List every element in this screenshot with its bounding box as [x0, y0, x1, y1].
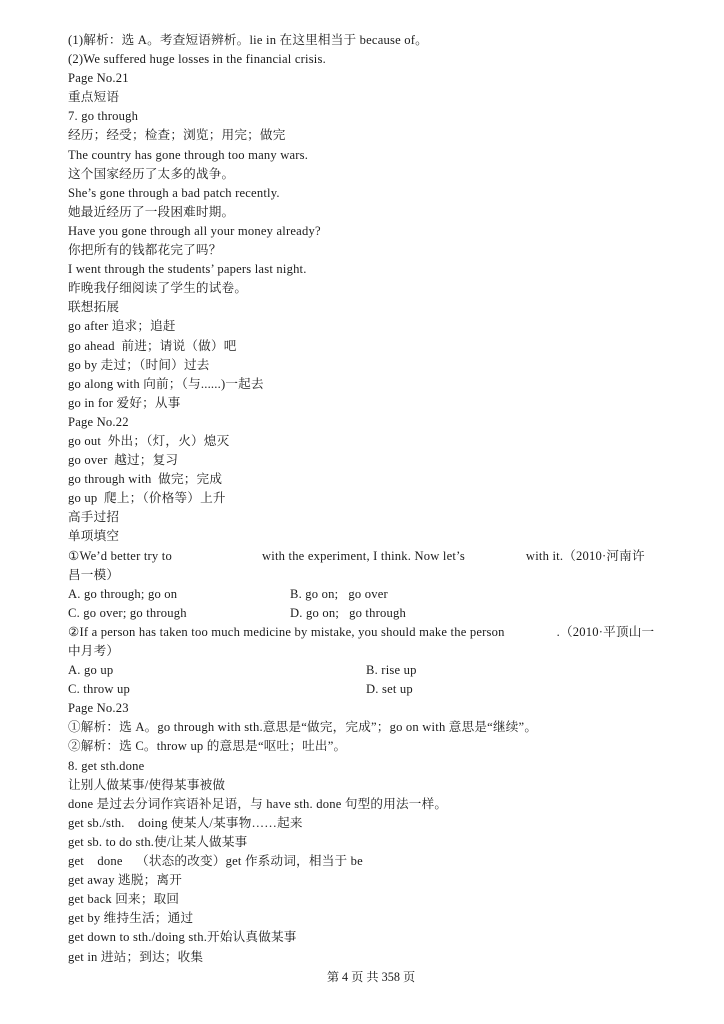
document-line: go out 外出；（灯，火）熄灭	[68, 433, 230, 448]
question-2-line	[68, 623, 674, 642]
options-row	[68, 680, 674, 699]
options-row	[68, 604, 674, 623]
document-line: (1)解析：选 A。考查短语辨析。lie in 在这里相当于 because of。	[68, 33, 428, 47]
page-marker: Page No.22	[68, 414, 129, 429]
document-line: get by 维持生活；通过	[68, 911, 194, 926]
document-line: done 是过去分词作宾语补足语，与 have sth. done 句型的用法一样。	[68, 796, 448, 811]
option-item: D. go on; go through	[290, 605, 406, 620]
document-line: get sb./sth. doing 使某人/某事物……起来	[68, 815, 303, 830]
document-line: ②解析：选 C。throw up 的意思是“呕吐；吐出”。	[68, 739, 347, 754]
document-line: go through with 做完；完成	[68, 472, 223, 487]
option-item: A. go through; go on	[68, 586, 178, 601]
document-line: 让别人做某事/使得某事被做	[68, 777, 226, 792]
document-line: 你把所有的钱都花完了吗？	[68, 243, 222, 258]
document-line: 经历；经受；检查；浏览；用完；做完	[68, 128, 286, 143]
option-item: C. throw up	[68, 682, 131, 697]
document-line: go ahead 前进；请说（做）吧	[68, 338, 237, 353]
document-line: go along with 向前；（与......)一起去	[68, 376, 264, 391]
question-text: with the experiment, I think. Now let’s	[261, 548, 465, 563]
document-line: get back 回来；取回	[68, 892, 180, 907]
document-line: get done （状态的改变）get 作系动词，相当于 be	[68, 854, 363, 869]
document-line: I went through the students’ papers last night.	[68, 262, 307, 277]
document-line: get in 进站；到达；收集	[68, 949, 204, 964]
question-1-line	[68, 547, 674, 566]
option-item: D. set up	[366, 682, 413, 697]
section-heading: 单项填空	[68, 529, 120, 544]
document-line: The country has gone through too many wars.	[68, 147, 309, 162]
option-item: B. rise up	[366, 663, 417, 678]
document-line: go in for 爱好；从事	[68, 395, 181, 410]
document-line: 昨晚我仔细阅读了学生的试卷。	[68, 281, 248, 296]
answer-blank	[505, 635, 557, 636]
page-number-footer: 第 4 页 共 358 页	[326, 970, 416, 984]
document-line: get sb. to do sth.使/让某人做某事	[68, 834, 248, 849]
option-item: A. go up	[68, 663, 114, 678]
document-line: go after 追求；追赶	[68, 319, 176, 334]
document-line: (2)We suffered huge losses in the financial crisis.	[68, 52, 326, 67]
options-row	[68, 661, 674, 680]
answer-blank	[465, 559, 526, 560]
question-text: ②If a person has taken too much medicine by mistake, you should make the person	[68, 624, 505, 639]
question-text: .（2010·平顶山一	[556, 624, 655, 639]
document-line: get away 逃脱；离开	[68, 873, 183, 888]
question-2-continuation: 中月考）	[68, 644, 120, 658]
options-row	[68, 585, 674, 604]
question-text: with it.（2010·河南许	[525, 548, 645, 563]
option-item: B. go on; go over	[290, 586, 388, 601]
document-line: go up 爬上；（价格等）上升	[68, 491, 226, 506]
page-marker: Page No.23	[68, 701, 129, 716]
document-line: She’s gone through a bad patch recently.	[68, 185, 280, 200]
document-line: 这个国家经历了太多的战争。	[68, 166, 235, 181]
question-1-continuation: 昌一模）	[68, 567, 120, 582]
section-heading: 联想拓展	[68, 300, 120, 315]
section-heading: 高手过招	[68, 510, 120, 525]
document-line: 她最近经历了一段困难时期。	[68, 204, 235, 219]
option-item: C. go over; go through	[68, 605, 187, 620]
document-line: go by 走过；（时间）过去	[68, 357, 210, 372]
phrase-heading: 7. go through	[68, 109, 139, 124]
section-heading: 重点短语	[68, 90, 120, 105]
document-line: Have you gone through all your money already?	[68, 223, 321, 238]
document-line: get down to sth./doing sth.开始认真做某事	[68, 930, 297, 945]
answer-blank	[172, 559, 262, 560]
question-text: ①We’d better try to	[68, 548, 172, 563]
phrase-heading: 8. get sth.done	[68, 758, 145, 773]
document-line: go over 越过；复习	[68, 453, 179, 468]
document-line: ①解析：选 A。go through with sth.意思是“做完，完成”；go on with 意思是“继续”。	[68, 720, 538, 735]
page-marker: Page No.21	[68, 71, 129, 86]
